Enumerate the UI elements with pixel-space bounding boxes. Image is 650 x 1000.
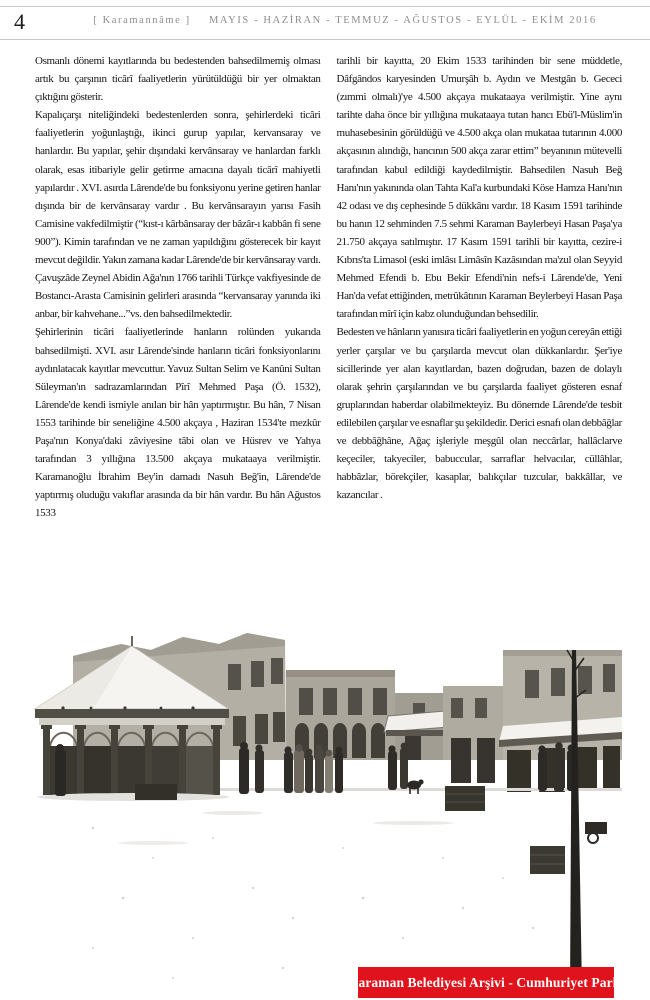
paragraph: Şehirlerinin ticâri faaliyetlerinde hanların rolünden yukarıda bahsedilmişti. XVI. asır Lârende'sinde hanların ticâri fonksiyonlarını aydınlatacak kayıtlar mevcuttur. Yavuz Sultan Selim ve Kanûni Sultan Süleyman'ın sadrazamlarından Pîrî Mehmed Paşa (Ö. 1532), Lârende'de kendi ismiyle anılan bir hân yaptırmıştır. Bu hân, 7 Nisan 1553 tarihinde bir seneliğine 4.500 akçaya , Haziran 1534'te mezkûr Paşa'nın Konya'daki zâviyesine tâbi olan ve Hüsrev ve Yahya tarafından 3 yıllığına 13.500 akçaya mukataaya verilmiştir. Karamanoğlu İbrahim Bey'in damadı Nasuh Beğ'in, Lârende'de yaptırmış oluduğu vakıflar arasında da bir hân vardır. Bu hân Ağustos 1533 [35,326,321,520]
header-top-rule [0,6,650,7]
snow-ground [92,811,534,979]
paragraph: tarihli bir kayıtta, 20 Ekim 1533 tarihinden bir sene müddetle, Dâfgândos karyesinden Umurşâh b. Aydın ve Mestgân b. Gececi (zımmi olmalı)'ye 4.500 akçaya mukataaya verilmiştir. Yine aynı tarihte daha önce bir yıllığına mukataaya tutan hancı Ebü'l-Müslim'in muhasebesinin görüldüğü ve 4.500 akça olan mukataa tutarının 4.000 akçasının alındığı, hancının 500 akça zarar ettim” beyanının mütevelli tarafından kabul edildiği kaydedilmiştir. Bahsedilen Nasuh Beğ Hanı'nın yakınında olan Tahta Kal'a kurbundaki Köse Hamza Hanı'nın 42 odası ve dış cephesinde 5 dükkânı vardır. 18 Kasım 1591 tarihinde bu hanın 12 sehminden 7.5 sehmi Karaman Baylerbeyi Hasan Paşa'ya 21.750 akçaya satılmıştır. 17 Kasım 1591 tarihli bir kayıtta, cezire-i Kıbrıs'ta Limasol (eski imlâsı Limâsîn Kazâsından ma'zul olan Seyyid Mehmed Efendi b. Ebu Bekir Efendi'nin nefs-i Lârende'de, Yeni Han'da vefat ettiğinden, metrûkâtının Karaman Beylerbeyi Hasan Paşa tarafından mîrî için kabz olunduğundan behsedilir. [336,55,622,321]
historic-photo [33,598,625,1000]
right-column [337,52,623,522]
header [60,15,630,26]
paragraph: Bedesten ve hânların yanısıra ticâri faaliyetlerin en yoğun cereyân ettiği yerler çarşılar ve bu çarşılarda mevcut olan dükkanlardır. Şer'iye sicillerinde yer alan kayıtlardan, bazen doğrudan, bazen de dolaylı olarak şehrin çarşılarından ve bu çarşılarda faaliyet gösteren esnaf gruplarından haberdar olabilmekteyiz. Bu dönemde Lârende'de tesbit edilebilen çarşılar ve esnaflar şu şekildedir. Derici esnafı olan debbâğlar ve debbâğhâne, Ağaç işleriyle meşgûl olan neccârlar, hallâclarve keçeciler, takyeciler, babuccular, sarraflar helvacılar, cüllâhlar, habbâzlar, börekçiler, kasaplar, balıkçılar tuzcular, bakkâllar, ve kazancılar . [336,326,622,502]
header-bottom-rule [0,39,650,40]
hand-cart [585,822,607,843]
photo-caption [347,967,625,998]
article-body [35,52,622,522]
wooden-crates [445,786,565,874]
paragraph: Osmanlı dönemi kayıtlarında bu bedestenden bahsedilmemiş olması artık bu çarşının ticârî faaliyetlerin yürütüldüğü bir yer olmaktan çıktığını gösterir. [35,55,321,104]
page-number: 4 [14,9,25,34]
photo-caption-label: Karaman Belediyesi Arşivi - Cumhuriyet Parkı [347,974,625,990]
dog [407,779,424,794]
journal-name: [ Karamannâme ] [93,15,191,26]
paragraph: Kapalıçarşı niteliğindeki bedestenlerden sonra, şehirlerdeki ticâri faaliyetlerin yoğunlaştığı, ikinci gurup yapılar, kervansaray ve hanlardır. Bu yapılar, şehir dışındaki kervânsaray ve hanlardan farklı olarak, esas itibariyle gelir getirme amacına dayalı ticârî mahiyetli yapılardır . XVI. asırda Lârende'de bu fonksiyonu yerine getiren hanlar dışında bir de kervânsaray vardır . Bu kervânsarayın yarısı Fasih Camisine vakfedilmiştir (“kıst-ı kârbânsaray der bâzâr-ı kabbân fi sene 900”). Kimin tarafından ve ne zaman yapıldığını gösterecek bir kayıt mevcut değildir. Yakın zamana kadar Lârende'de bir kervânsaray vardı. Çavuşzâde Zeynel Abidin Ağa'nın 1766 tarihli Türkçe vakfiyesinde de Bostancı-Arasta Camisinin gelirleri arasında “kervansaray yanında iki anbar, bir kahvehane...”vs. den bahsedilmektedir. [35,109,321,321]
issue-dates: MAYIS - HAZİRAN - TEMMUZ - AĞUSTOS - EYLÜL - EKİM 2016 [209,15,597,26]
left-column [35,52,321,522]
bench-at-gazebo [135,784,177,800]
